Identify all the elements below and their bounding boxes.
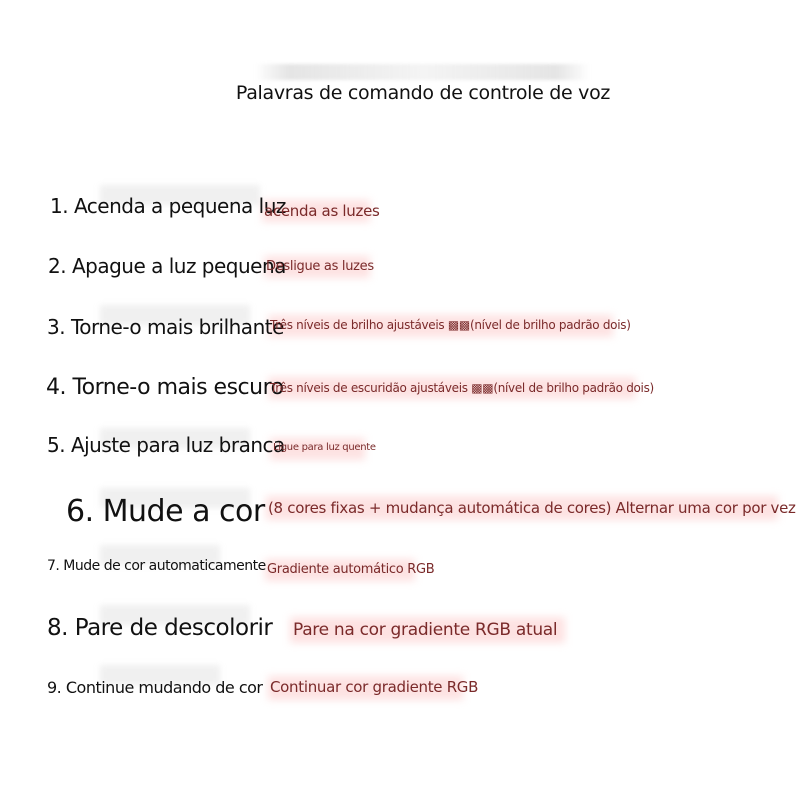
command-description-3: Três níveis de brilho ajustáveis ▩▩(nível de brilho padrão dois): [270, 318, 631, 332]
command-item-2: 2. Apague a luz pequena: [48, 254, 286, 278]
command-description-5: Ligue para luz quente: [273, 442, 376, 453]
command-description-9: Continuar cor gradiente RGB: [270, 678, 479, 696]
command-item-4: 4. Torne-o mais escuro: [46, 375, 284, 400]
command-item-8: 8. Pare de descolorir: [47, 615, 273, 641]
command-description-6: (8 cores fixas + mudança automática de cores) Alternar uma cor por vez: [268, 499, 796, 517]
command-description-4: Três níveis de escuridão ajustáveis ▩▩(nível de brilho padrão dois): [270, 381, 654, 395]
command-item-1: 1. Acenda a pequena luz: [50, 194, 286, 218]
page-title: Palavras de comando de controle de voz: [235, 82, 611, 104]
command-item-9: 9. Continue mudando de cor: [47, 678, 263, 697]
command-description-8: Pare na cor gradiente RGB atual: [293, 620, 558, 640]
command-item-3: 3. Torne-o mais brilhante: [47, 315, 284, 339]
command-description-2: Desligue as luzes: [266, 259, 374, 274]
command-description-1: acenda as luzes: [264, 202, 380, 220]
command-item-5: 5. Ajuste para luz branca: [47, 433, 285, 457]
title-watermark: [255, 64, 590, 80]
command-description-7: Gradiente automático RGB: [267, 562, 435, 577]
command-item-7: 7. Mude de cor automaticamente: [47, 558, 266, 574]
command-item-6: 6. Mude a cor: [66, 494, 265, 529]
